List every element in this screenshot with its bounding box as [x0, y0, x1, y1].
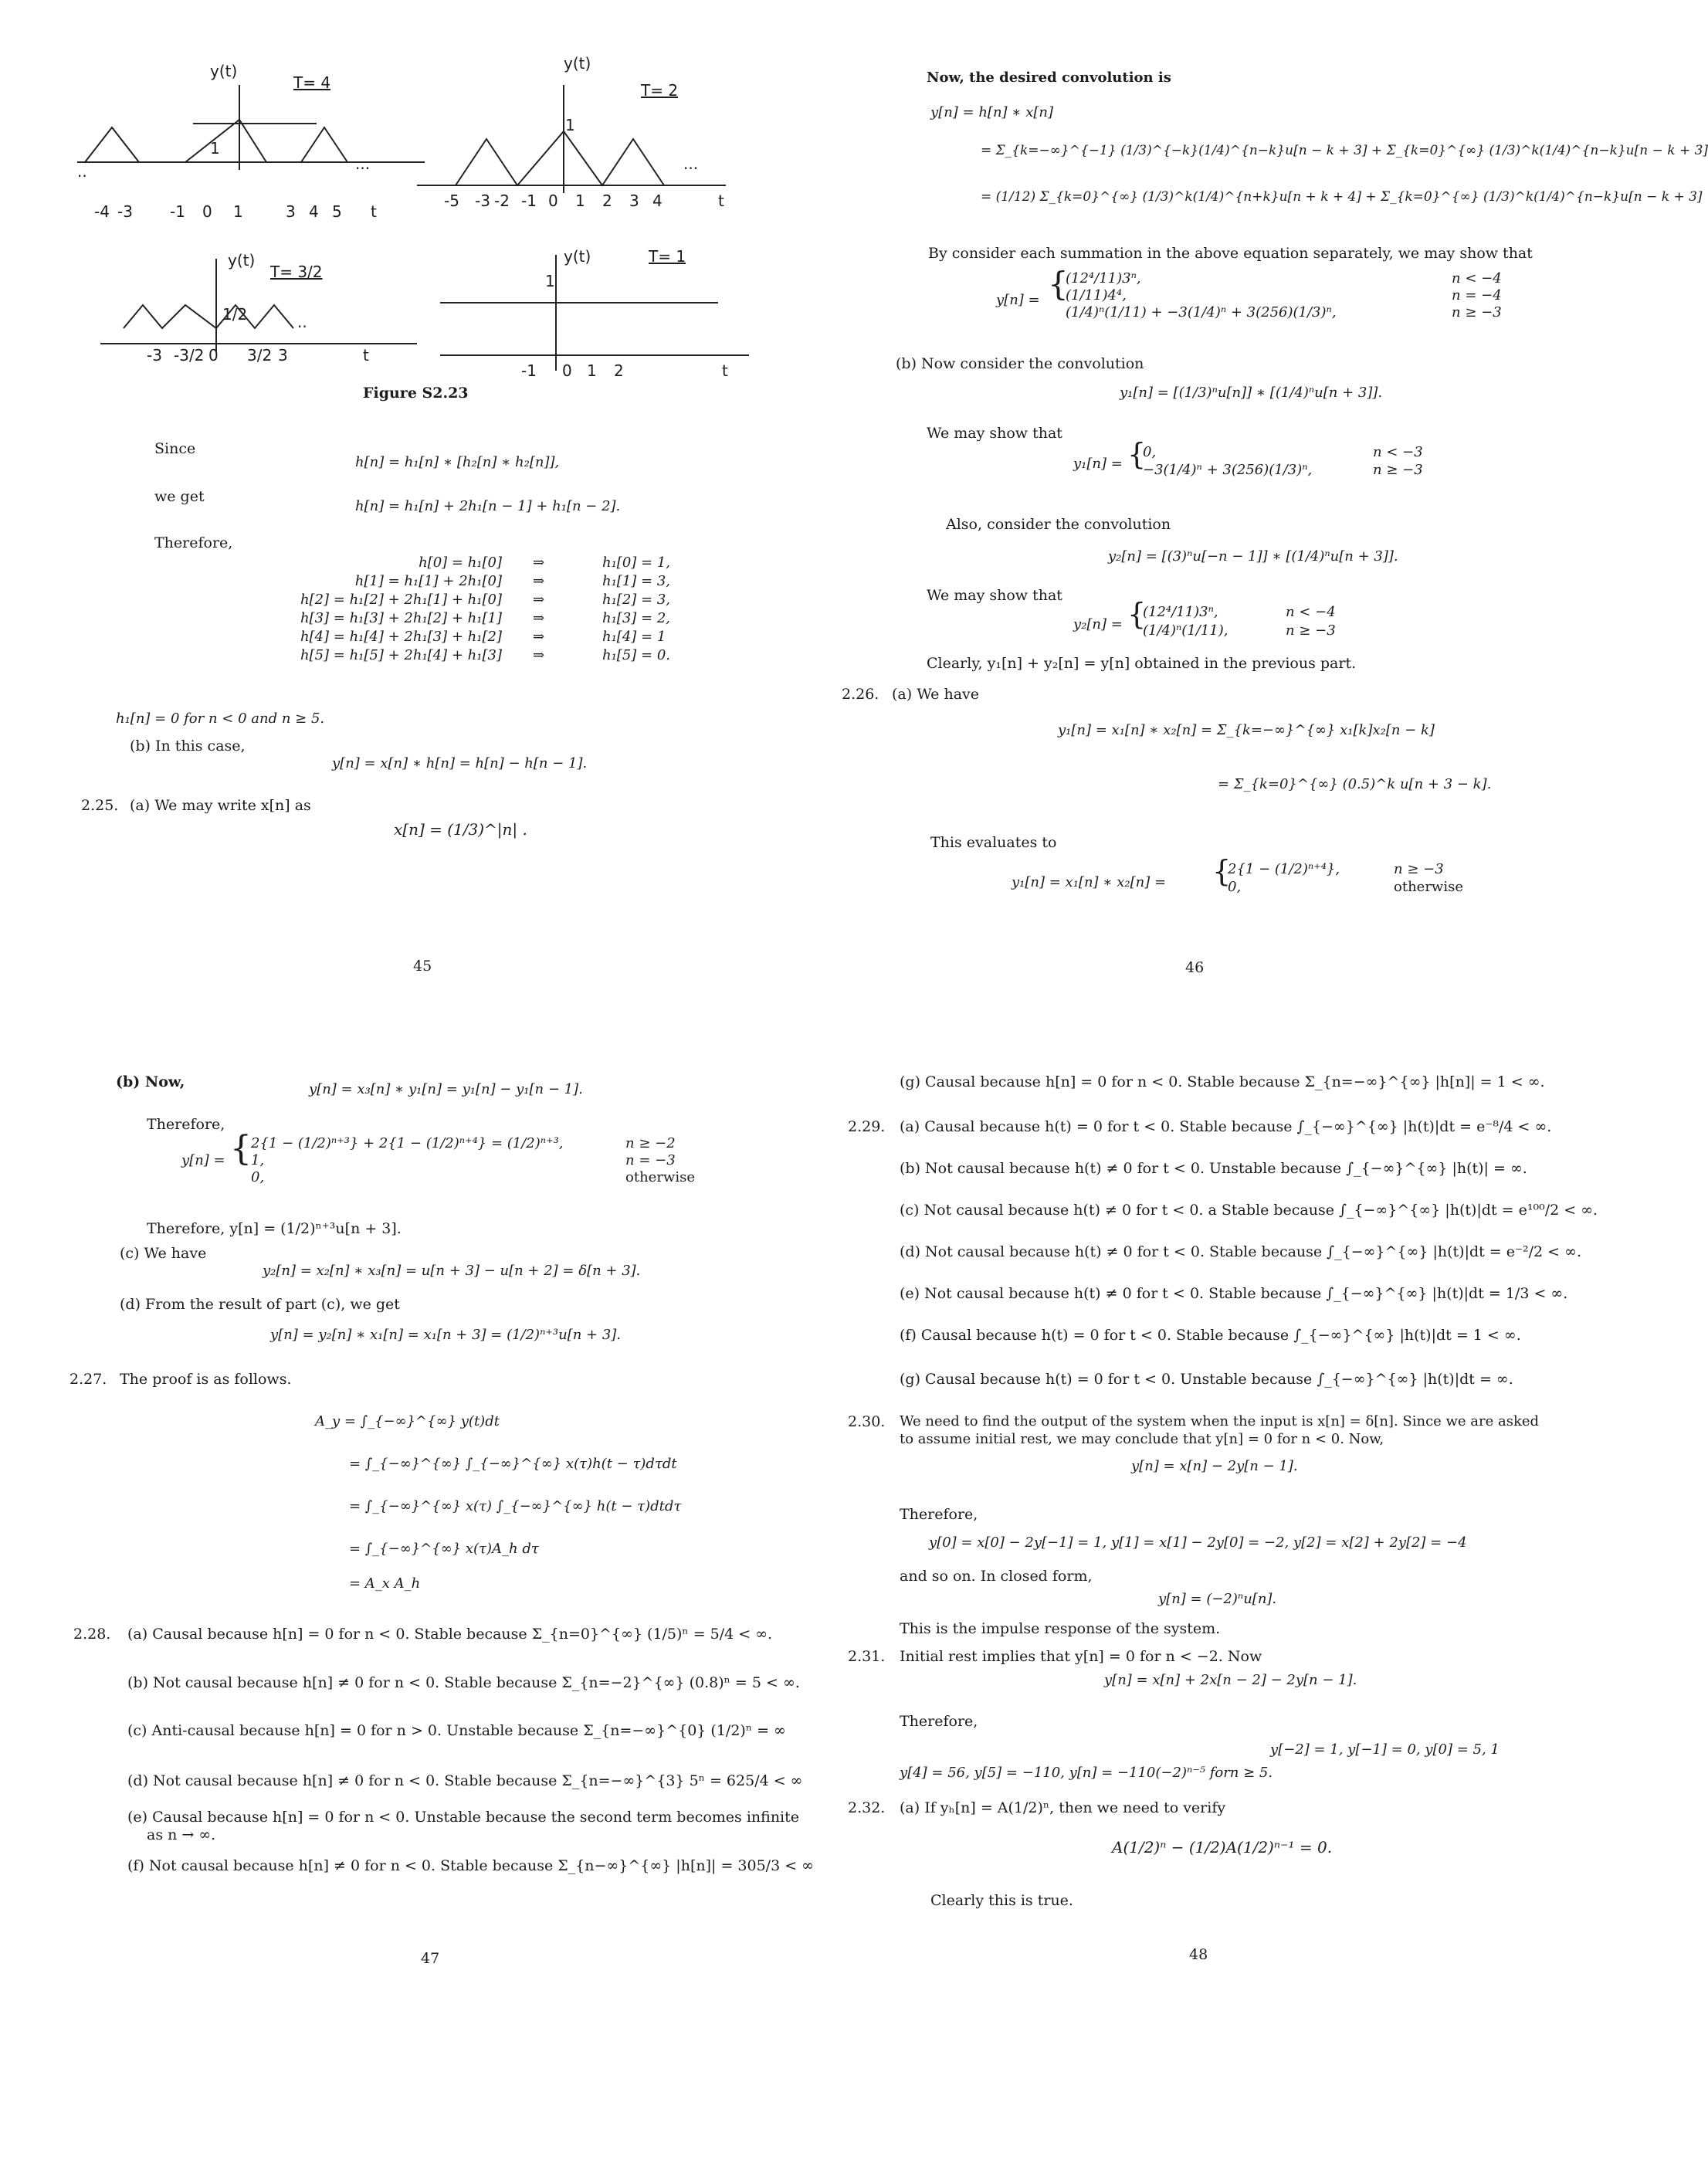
page-47 [31, 1073, 814, 2131]
case-b-cond: n ≥ −2 [625, 1135, 676, 1151]
proof-line: = ∫_{−∞}^{∞} ∫_{−∞}^{∞} x(τ)h(t − τ)dτdt [349, 1456, 677, 1472]
eq-2-30c: y[n] = (−2)ⁿu[n]. [1158, 1591, 1277, 1607]
problem-2-27-text: The proof is as follows. [120, 1371, 292, 1388]
plot3-tick: 0 [208, 346, 219, 365]
item-2-28-c: (c) Anti-causal because h[n] = 0 for n > 0. Unstable because Σ_{n=−∞}^{0} (1/2)ⁿ = ∞ [127, 1722, 786, 1739]
table-row [263, 610, 726, 629]
plot3-tick: 3 [278, 346, 288, 365]
case-b-value: 2{1 − (1/2)ⁿ⁺³} + 2{1 − (1/2)ⁿ⁺⁴} = (1/2)ⁿ⁺³, [251, 1135, 564, 1151]
row-rhs: h₁[1] = 3, [602, 573, 671, 589]
brace: { [1127, 597, 1147, 631]
plot3-period: T= 3/2 [270, 263, 323, 281]
problem-2-32-text: (a) If yₕ[n] = A(1/2)ⁿ, then we need to verify [900, 1799, 1226, 1816]
item-2-29-f: (f) Causal because h(t) = 0 for t < 0. Stable because ∫_{−∞}^{∞} |h(t)|dt = 1 < ∞. [900, 1327, 1521, 1344]
plot2-tick: -3 [475, 192, 490, 210]
plot1-tick: -1 [170, 202, 185, 221]
case-y-cond: n = −4 [1452, 287, 1502, 303]
row-arrow: ⇒ [533, 554, 545, 571]
plot1-dots-left: .. [77, 162, 87, 181]
row-rhs: h₁[4] = 1 [602, 629, 666, 645]
plot4-ylabel: y(t) [564, 247, 591, 266]
plot4-tick: 2 [614, 361, 624, 380]
eq-part-b: y[n] = x₃[n] ∗ y₁[n] = y₁[n] − y₁[n − 1]. [309, 1081, 583, 1097]
plot4-tick: -1 [521, 361, 537, 380]
case-y2-value: (12⁴/11)3ⁿ, [1143, 604, 1218, 620]
eq-2-30: y[n] = x[n] − 2y[n − 1]. [1131, 1458, 1298, 1474]
case-y2-cond: n ≥ −3 [1286, 622, 1336, 639]
therefore-label: Therefore, [154, 534, 233, 551]
case-y1-value: 0, [1143, 444, 1157, 460]
plot2-tick: 1 [575, 192, 585, 210]
plot1-period: T= 4 [293, 73, 331, 92]
eq-2-32: A(1/2)ⁿ − (1/2)A(1/2)ⁿ⁻¹ = 0. [1112, 1838, 1333, 1857]
row-lhs: h[0] = h₁[0] [419, 554, 502, 571]
page-46 [818, 15, 1708, 1073]
item-2-28-f: (f) Not causal because h[n] ≠ 0 for n < 0. Stable because Σ_{n−∞}^{∞} |h[n]| = 305/3 < ∞ [127, 1857, 814, 1874]
therefore-label: Therefore, [147, 1116, 225, 1133]
case-y-value: (1/4)ⁿ(1/11) + −3(1/4)ⁿ + 3(256)(1/3)ⁿ, [1066, 304, 1337, 320]
table-row [263, 647, 726, 666]
eq-y2: y₂[n] = [(3)ⁿu[−n − 1]] ∗ [(1/4)ⁿu[n + 3]]. [1108, 548, 1398, 565]
eq-part-d: y[n] = y₂[n] ∗ x₁[n] = x₁[n + 3] = (1/2)ⁿ⁺³u[n + 3]. [270, 1327, 622, 1343]
case-b-cond: n = −3 [625, 1152, 676, 1168]
by-consider-text: By consider each summation in the above equation separately, we may show that [928, 245, 1533, 262]
item-2-29-d: (d) Not causal because h(t) ≠ 0 for t < 0. Stable because ∫_{−∞}^{∞} |h(t)|dt = e⁻²/2 < ∞. [900, 1243, 1582, 1260]
plot3-tick: -3 [147, 346, 162, 365]
and-so-on: and so on. In closed form, [900, 1568, 1093, 1585]
plot2-dots: ... [683, 154, 699, 173]
item-2-29-g: (g) Causal because h(t) = 0 for t < 0. Unstable because ∫_{−∞}^{∞} |h(t)|dt = ∞. [900, 1371, 1513, 1388]
therefore-result: Therefore, y[n] = (1/2)ⁿ⁺³u[n + 3]. [147, 1220, 402, 1237]
evaluates-text: This evaluates to [930, 834, 1057, 851]
row-arrow: ⇒ [533, 573, 545, 589]
conv-line-3: = (1/12) Σ_{k=0}^{∞} (1/3)^k(1/4)^{n+k}u[n + k + 4] + Σ_{k=0}^{∞} (1/3)^k(1/4)^{n−k}u[n − k + 3] [981, 189, 1703, 205]
row-rhs: h₁[3] = 2, [602, 610, 671, 626]
row-arrow: ⇒ [533, 592, 545, 608]
plot3-axis-t: t [363, 346, 369, 365]
case-y1-cond: n < −3 [1373, 444, 1423, 460]
item-2-28-b: (b) Not causal because h[n] ≠ 0 for n < 0. Stable because Σ_{n=−2}^{∞} (0.8)ⁿ = 5 < ∞. [127, 1674, 800, 1691]
problem-2-25-a: (a) We may write x[n] as [130, 797, 311, 814]
problem-2-31-number: 2.31. [848, 1648, 886, 1665]
part-c-label: (c) We have [120, 1245, 207, 1262]
figure-caption: Figure S2.23 [363, 385, 469, 402]
row-lhs: h[4] = h₁[4] + 2h₁[3] + h₁[2] [300, 629, 502, 645]
now-desired-text: Now, the desired convolution is [927, 70, 1171, 86]
case-226-value: 2{1 − (1/2)ⁿ⁺⁴}, [1228, 861, 1340, 877]
row-arrow: ⇒ [533, 647, 545, 663]
part-b-now: (b) Now, [116, 1073, 185, 1090]
eq-h-cascade: h[n] = h₁[n] ∗ [h₂[n] ∗ h₂[n]], [355, 454, 560, 470]
plot2-axis-t: t [718, 192, 724, 210]
item-2-29-c: (c) Not causal because h(t) ≠ 0 for t < 0. a Stable because ∫_{−∞}^{∞} |h(t)|dt = e¹⁰⁰/2 < ∞. [900, 1202, 1598, 1219]
brace: { [230, 1129, 252, 1168]
case-b-lhs: y[n] = [181, 1152, 225, 1168]
we-get-label: we get [154, 488, 205, 505]
plot2-peak: 1 [565, 116, 575, 134]
conv-line-1: y[n] = h[n] ∗ x[n] [930, 104, 1054, 120]
eq-y1: y₁[n] = [(1/3)ⁿu[n]] ∗ [(1/4)ⁿu[n + 3]]. [1120, 385, 1383, 401]
proof-line: = A_x A_h [349, 1575, 421, 1592]
item-2-28-d: (d) Not causal because h[n] ≠ 0 for n < 0. Stable because Σ_{n=−∞}^{3} 5ⁿ = 625/4 < ∞ [127, 1772, 803, 1789]
plot2-tick: 3 [629, 192, 639, 210]
eq-2-30b: y[0] = x[0] − 2y[−1] = 1, y[1] = x[1] − 2y[0] = −2, y[2] = x[2] + 2y[2] = −4 [929, 1534, 1467, 1551]
plot4-period: T= 1 [649, 247, 686, 266]
plot1-dots: ... [355, 154, 371, 173]
case-y-value: (12⁴/11)3ⁿ, [1066, 270, 1141, 287]
clearly-text: Clearly, y₁[n] + y₂[n] = y[n] obtained in the previous part. [927, 655, 1357, 672]
case-b-cond: otherwise [625, 1169, 695, 1185]
plot4-axis-t: t [722, 361, 728, 380]
h-values-table [263, 554, 726, 666]
row-lhs: h[2] = h₁[2] + 2h₁[1] + h₁[0] [300, 592, 502, 608]
plot1-tick: -3 [117, 202, 133, 221]
eq-part-b: y[n] = x[n] ∗ h[n] = h[n] − h[n − 1]. [332, 755, 588, 771]
case-y2-value: (1/4)ⁿ(1/11), [1143, 622, 1228, 639]
plot3-tick: 3/2 [247, 346, 273, 365]
plot3-tick: -3/2 [174, 346, 205, 365]
plot1-tick: 4 [309, 202, 319, 221]
plot2-tick: -2 [494, 192, 510, 210]
plot2-ylabel: y(t) [564, 54, 591, 73]
case-y1-cond: n ≥ −3 [1373, 462, 1423, 478]
plot1-peak: 1 [210, 139, 220, 158]
plot1-tick: 0 [202, 202, 212, 221]
since-label: Since [154, 440, 196, 457]
item-2-29-e: (e) Not causal because h(t) ≠ 0 for t < 0. Stable because ∫_{−∞}^{∞} |h(t)|dt = 1/3 < ∞. [900, 1285, 1568, 1302]
case-226-cond: n ≥ −3 [1394, 861, 1444, 877]
page-48 [818, 1073, 1598, 2131]
case-y1-lhs: y₁[n] = [1073, 456, 1123, 472]
eq-2-31c: y[4] = 56, y[5] = −110, y[n] = −110(−2)ⁿ⁻⁵ forn ≥ 5. [900, 1765, 1273, 1781]
problem-2-30-text-1: We need to find the output of the system when the input is x[n] = δ[n]. Since we are asked [900, 1413, 1540, 1429]
plot4-tick: 1 [587, 361, 597, 380]
clearly-true: Clearly this is true. [930, 1892, 1073, 1909]
part-d-label: (d) From the result of part (c), we get [120, 1296, 400, 1313]
therefore-label-2: Therefore, [900, 1713, 978, 1730]
item-2-28-e-cont: as n → ∞. [147, 1826, 216, 1843]
eq-2-25: x[n] = (1/3)^|n| . [394, 820, 527, 839]
eq-2-31: y[n] = x[n] + 2x[n − 2] − 2y[n − 1]. [1104, 1672, 1357, 1688]
table-row [263, 592, 726, 610]
eq-2-26a: y₁[n] = x₁[n] ∗ x₂[n] = Σ_{k=−∞}^{∞} x₁[k]x₂[n − k] [1058, 722, 1435, 738]
therefore-label: Therefore, [900, 1506, 978, 1523]
item-2-29-b: (b) Not causal because h(t) ≠ 0 for t < 0. Unstable because ∫_{−∞}^{∞} |h(t)| = ∞. [900, 1160, 1527, 1177]
plot2-period: T= 2 [641, 81, 679, 100]
row-arrow: ⇒ [533, 629, 545, 645]
problem-2-29-number: 2.29. [848, 1118, 886, 1135]
we-may-show-2: We may show that [927, 587, 1062, 604]
case-b-value: 1, [251, 1152, 265, 1168]
table-row [263, 554, 726, 573]
plot2-tick: 2 [602, 192, 612, 210]
problem-2-31-text: Initial rest implies that y[n] = 0 for n < −2. Now [900, 1648, 1262, 1665]
row-lhs: h[3] = h₁[3] + 2h₁[2] + h₁[1] [300, 610, 502, 626]
impulse-text: This is the impulse response of the system. [900, 1620, 1221, 1637]
problem-2-27-number: 2.27. [69, 1371, 107, 1388]
plot2-tick: -1 [521, 192, 537, 210]
plot1-ylabel: y(t) [210, 62, 238, 80]
plot2-tick: 4 [652, 192, 663, 210]
plot1-axis-t: t [371, 202, 377, 221]
problem-2-32-number: 2.32. [848, 1799, 886, 1816]
conv-line-2: = Σ_{k=−∞}^{−1} (1/3)^{−k}(1/4)^{n−k}u[n − k + 3] + Σ_{k=0}^{∞} (1/3)^k(1/4)^{n−k}u[n − k + 3] [981, 143, 1708, 158]
case-226-value: 0, [1228, 879, 1242, 895]
case-y-lhs: y[n] = [996, 292, 1040, 308]
item-2-28-a: (a) Causal because h[n] = 0 for n < 0. Stable because Σ_{n=0}^{∞} (1/5)ⁿ = 5/4 < ∞. [127, 1626, 773, 1643]
problem-2-28-number: 2.28. [73, 1626, 111, 1643]
problem-2-30-number: 2.30. [848, 1413, 886, 1430]
item-2-28-e: (e) Causal because h[n] = 0 for n < 0. Unstable because the second term becomes infinite [127, 1809, 800, 1826]
eq-part-c: y₂[n] = x₂[n] ∗ x₃[n] = u[n + 3] − u[n + 2] = δ[n + 3]. [263, 1263, 641, 1279]
plot2-tick: -5 [444, 192, 459, 210]
case-y-value: (1/11)4⁴, [1066, 287, 1127, 303]
proof-line: = ∫_{−∞}^{∞} x(τ)A_h dτ [349, 1541, 539, 1557]
plot3-dots: .. [297, 313, 307, 331]
figure-plot-t1 [440, 247, 764, 386]
page-number: 46 [1185, 959, 1205, 976]
case-226-lhs: y₁[n] = x₁[n] ∗ x₂[n] = [1012, 874, 1167, 890]
page-number: 48 [1189, 1946, 1208, 1963]
table-row [263, 629, 726, 647]
plot4-peak: 1 [545, 272, 555, 290]
eq-2-31b: y[−2] = 1, y[−1] = 0, y[0] = 5, 1 [1270, 1741, 1500, 1758]
proof-line: A_y = ∫_{−∞}^{∞} y(t)dt [315, 1413, 500, 1429]
item-2-29-a: (a) Causal because h(t) = 0 for t < 0. Stable because ∫_{−∞}^{∞} |h(t)|dt = e⁻⁸/4 < ∞. [900, 1118, 1552, 1135]
brace: { [1127, 437, 1147, 471]
row-lhs: h[5] = h₁[5] + 2h₁[4] + h₁[3] [300, 647, 502, 663]
row-lhs: h[1] = h₁[1] + 2h₁[0] [354, 573, 502, 589]
problem-2-30-text-2: to assume initial rest, we may conclude that y[n] = 0 for n < 0. Now, [900, 1431, 1384, 1447]
brace: { [1212, 854, 1232, 888]
case-y-cond: n < −4 [1452, 270, 1502, 287]
brace: { [1048, 265, 1069, 303]
case-y2-lhs: y₂[n] = [1073, 616, 1123, 632]
table-row [263, 573, 726, 592]
part-b-label: (b) In this case, [130, 738, 246, 754]
plot4-tick: 0 [562, 361, 572, 380]
problem-2-26-number: 2.26. [842, 686, 879, 703]
row-rhs: h₁[5] = 0. [602, 647, 671, 663]
row-rhs: h₁[2] = 3, [602, 592, 671, 608]
h1-zero-note: h₁[n] = 0 for n < 0 and n ≥ 5. [116, 710, 325, 727]
problem-2-25-number: 2.25. [81, 797, 119, 814]
problem-2-26-a: (a) We have [892, 686, 979, 703]
row-rhs: h₁[0] = 1, [602, 554, 671, 571]
case-226-cond: otherwise [1394, 879, 1463, 895]
page-45 [31, 15, 803, 1073]
plot1-tick: 3 [286, 202, 296, 221]
also-consider: Also, consider the convolution [946, 516, 1171, 533]
plot2-tick: 0 [548, 192, 558, 210]
plot1-tick: 1 [233, 202, 243, 221]
plot3-peak: 1/2 [222, 305, 248, 324]
eq-h-expanded: h[n] = h₁[n] + 2h₁[n − 1] + h₁[n − 2]. [355, 498, 621, 514]
part-b-now: (b) Now consider the convolution [896, 355, 1144, 372]
case-y-cond: n ≥ −3 [1452, 304, 1502, 320]
plot1-tick: -4 [94, 202, 110, 221]
row-arrow: ⇒ [533, 610, 545, 626]
eq-2-26b: = Σ_{k=0}^{∞} (0.5)^k u[n + 3 − k]. [1218, 776, 1492, 792]
proof-line: = ∫_{−∞}^{∞} x(τ) ∫_{−∞}^{∞} h(t − τ)dtdτ [349, 1498, 682, 1514]
case-b-value: 0, [251, 1169, 265, 1185]
we-may-show-1: We may show that [927, 425, 1062, 442]
plot1-tick: 5 [332, 202, 342, 221]
page-number: 45 [413, 958, 432, 975]
case-y2-cond: n < −4 [1286, 604, 1336, 620]
case-y1-value: −3(1/4)ⁿ + 3(256)(1/3)ⁿ, [1143, 462, 1313, 478]
page-number: 47 [421, 1950, 440, 1967]
item-2-28-g: (g) Causal because h[n] = 0 for n < 0. Stable because Σ_{n=−∞}^{∞} |h[n]| = 1 < ∞. [900, 1073, 1545, 1090]
plot3-ylabel: y(t) [228, 251, 256, 270]
